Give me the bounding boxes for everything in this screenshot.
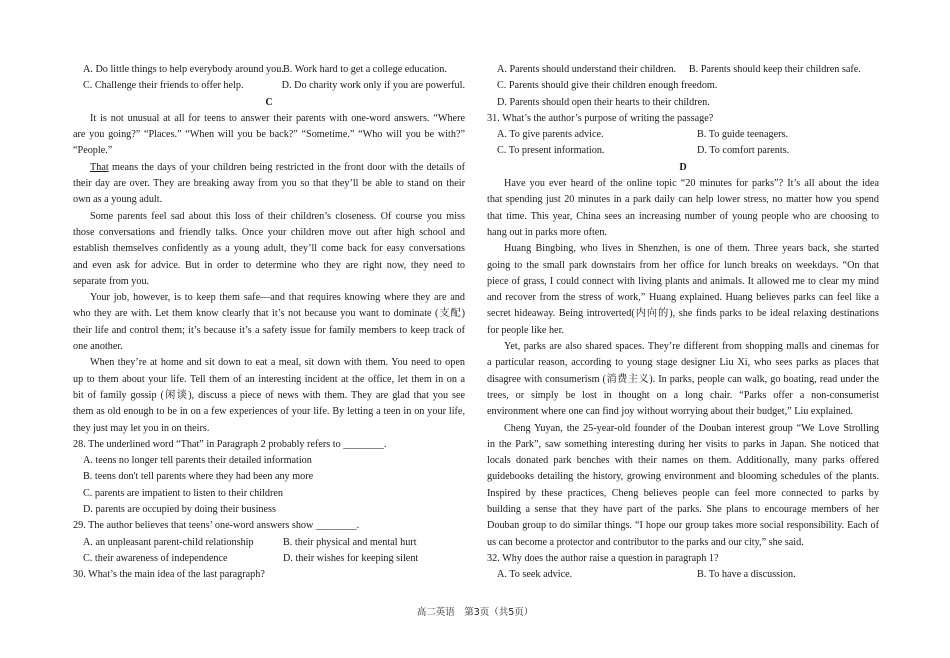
question-29-options-row	[73, 535, 465, 551]
passage-c-line	[73, 176, 465, 192]
passage-d-line	[487, 274, 879, 290]
passage-text: means the days of your children being restricted in the front door with the details of	[108, 161, 465, 173]
option-text: C. their awareness of independence	[83, 552, 228, 564]
passage-d-line	[487, 176, 879, 192]
option-text: A. To seek advice.	[497, 569, 573, 581]
passage-text: When they’re at home and sit down to eat a meal, sit down with them. You need to open	[90, 357, 465, 369]
passage-c-line	[73, 404, 465, 420]
left-column	[73, 62, 465, 584]
question-30: 30. What’s the main idea of the last paragraph?	[73, 569, 265, 581]
passage-d-line	[487, 306, 879, 322]
option-gap	[676, 64, 689, 75]
question-28-option: A. teens no longer tell parents their detailed information	[83, 455, 312, 467]
question-32-options-row	[487, 567, 879, 583]
passage-c-line	[73, 225, 465, 241]
passage-text: own as a young adult.	[73, 194, 163, 206]
passage-text: them as old enough to be in on a few experiences of your life. By letting a teen in on your life,	[73, 406, 465, 418]
passage-d-line	[487, 323, 879, 339]
passage-text: Inspired by these practices, Cheng believes people can feel more connected to parks by	[487, 487, 879, 499]
passage-c-line	[73, 111, 465, 127]
passage-text: Yet, parks are also shared spaces. They’re different from shopping malls and cinemas for	[504, 341, 879, 353]
passage-d-line	[487, 535, 879, 551]
passage-text: piece of grass, I could connect with living plants and animals. It allowed me to clear my mind	[487, 275, 879, 287]
passage-d-line	[487, 372, 879, 388]
passage-c-line	[73, 143, 465, 159]
passage-text: Douban group to do similar things. “I hope our group takes more social responsibility. Each of	[487, 520, 879, 532]
question-29-options-row	[73, 551, 465, 567]
option-text: A. Do little things to help everybody around you.	[83, 64, 284, 75]
passage-c-line	[73, 388, 465, 404]
passage-text: secret hideaway. Being introverted(内向的), she finds parks to be ideal relaxing destinations	[487, 308, 879, 320]
question-29: 29. The author believes that teens’ one-word answers show ________.	[73, 520, 360, 532]
question-31-options-row	[487, 143, 879, 159]
option-text: A. Parents should understand their children.	[497, 64, 677, 75]
passage-c-line	[73, 258, 465, 274]
passage-d-line	[487, 421, 879, 437]
passage-d-line	[487, 241, 879, 257]
passage-text: one another.	[73, 341, 123, 353]
option-text: A. To give parents advice.	[497, 129, 604, 141]
passage-c-line	[73, 160, 465, 176]
passage-c-line	[73, 339, 465, 355]
passage-text: environment where one can find joy without worrying about their budget,” Liu explained.	[487, 406, 854, 418]
passage-d-line	[487, 339, 879, 355]
question-30-options-row	[487, 62, 879, 78]
underlined-word: That	[90, 161, 109, 173]
passage-text: Huang Bingbing, who lives in Shenzhen, is one of them. Three years back, she started	[504, 243, 879, 255]
passage-text: those conversations and friendly talks. Once your children move out after high school and	[73, 226, 465, 238]
passage-text: disagree with consumerism (消费主义). In parks, people can walk, go boating, read under the	[487, 373, 879, 385]
passage-d-line	[487, 225, 879, 241]
passage-text: Some parents feel sad about this loss of their children’s closeness. Of course you miss	[90, 210, 465, 222]
passage-d-line	[487, 502, 879, 518]
passage-c-line	[73, 192, 465, 208]
option-text: B. their physical and mental hurt	[283, 536, 417, 548]
question-30-option: C. Parents should give their children enough freedom.	[497, 80, 718, 92]
passage-text: “People.”	[73, 145, 113, 157]
option-text: A. an unpleasant parent-child relationship	[83, 536, 254, 548]
passage-text: Your job, however, is to keep them safe—and that requires knowing where they are and	[90, 292, 465, 304]
passage-c-line	[73, 127, 465, 143]
passage-text: us can become a protector and contributor to the parks and our city,” she said.	[487, 536, 804, 548]
passage-text: Cheng Yuyan, the 25-year-old founder of the Douban interest group “We Love Strolling	[504, 422, 879, 434]
question-28: 28. The underlined word “That” in Paragraph 2 probably refers to ________.	[73, 438, 387, 450]
passage-text: separate from you.	[73, 275, 150, 287]
passage-c-line	[73, 290, 465, 306]
passage-c-line	[73, 372, 465, 388]
passage-text: building a sense that they have part of the parks. She plans to encourage members of her	[487, 504, 879, 516]
passage-d-line	[487, 388, 879, 404]
passage-text: in the Park”, saw something interesting during her visits to parks in Japan. She noticed that	[487, 438, 879, 450]
question-32: 32. Why does the author raise a question in paragraph 1?	[487, 552, 719, 564]
passage-c-line	[73, 355, 465, 371]
passage-d-line	[487, 209, 879, 225]
passage-text: who they are with. Let them know clearly that it’s not because you want to dominate (支配)	[73, 308, 465, 320]
passage-c-line	[73, 421, 465, 437]
answer-options-row	[73, 78, 465, 94]
passage-text: are you going?” “Places.” “When will you be back?” “Sometime.” “Who will you be with?”	[73, 129, 465, 141]
passage-text: It is not unusual at all for teens to answer their parents with one-word answers. “Where	[90, 112, 465, 124]
question-30-option: D. Parents should open their hearts to their children.	[497, 96, 710, 108]
passage-text: hang out in parks more often.	[487, 226, 607, 238]
section-heading-c: C	[265, 96, 273, 108]
passage-text: their day are over. They are breaking away from you so that they’ll be able to stand on their	[73, 178, 465, 190]
passage-text: going to the small park downstairs from her office for lunch breaks on weekdays. “On that	[487, 259, 879, 271]
passage-text: for people like her.	[487, 324, 564, 336]
passage-d-line	[487, 437, 879, 453]
option-text: D. their wishes for keeping silent	[283, 552, 419, 564]
passage-text: trees, or simply be lost in thought on a long chair. “Parks offer a non-consumerist	[487, 389, 879, 401]
passage-d-line	[487, 290, 879, 306]
passage-d-line	[487, 355, 879, 371]
passage-text: guidebooks detailing the history, growing environment and blooming schedules of the plants.	[487, 471, 879, 483]
passage-text: and recover from the stress of work,” Huang explained. Huang believes parks can feel like a	[487, 292, 879, 304]
option-text: B. To guide teenagers.	[697, 129, 789, 141]
passage-text: bit of family gossip (闲谈), discuss a piece of news with them. They are glad that you see	[73, 389, 465, 401]
option-text: D. To comfort parents.	[697, 145, 790, 157]
passage-text: up to them about your life. Tell them of an interesting incident at the office, let them in on a	[73, 373, 465, 385]
passage-d-line	[487, 469, 879, 485]
passage-text: Have you ever heard of the online topic “20 minutes for parks”? It’s all about the idea	[504, 178, 879, 190]
passage-text: that spending just 20 minutes in a park daily can help lower stress, no matter how you spend	[487, 194, 879, 206]
passage-d-line	[487, 258, 879, 274]
passage-c-line	[73, 209, 465, 225]
question-28-option: C. parents are impatient to listen to their children	[83, 487, 284, 499]
section-heading-d: D	[679, 161, 687, 173]
passage-d-line	[487, 404, 879, 420]
option-text: D. Do charity work only if you are powerful.	[281, 80, 465, 92]
option-text: B. Work hard to get a college education.	[283, 64, 447, 75]
passage-c-line	[73, 306, 465, 322]
question-31-options-row	[487, 127, 879, 143]
passage-d-line	[487, 453, 879, 469]
passage-text: their life and control them; it’s because it’s a safety issue for family members to keep track of	[73, 324, 465, 336]
right-column	[487, 62, 879, 584]
passage-c-line	[73, 323, 465, 339]
passage-text: and even ask for advice. But in order to determine who they are right now, they need to	[73, 259, 465, 271]
passage-c-line	[73, 274, 465, 290]
passage-text: that time. This year, China sees an increasing number of young people who are choosing to	[487, 210, 879, 222]
question-28-option: D. parents are occupied by doing their business	[83, 504, 276, 516]
page-footer: 高二英语 第3页（共5页）	[416, 607, 534, 618]
passage-text: a particular reason, according to young stage designer Liu Xi, who sees parks as places that	[487, 357, 879, 369]
answer-options-row	[73, 62, 465, 78]
passage-text: establish themselves confidently as a young adult, they’ll come back for easy conversations	[73, 243, 465, 255]
passage-text: they just may let you in on theirs.	[73, 422, 210, 434]
passage-d-line	[487, 486, 879, 502]
question-31: 31. What’s the author’s purpose of writing the passage?	[487, 112, 714, 124]
passage-d-line	[487, 192, 879, 208]
option-text: C. To present information.	[497, 145, 605, 157]
option-text: C. Challenge their friends to offer help.	[83, 80, 244, 92]
passage-d-line	[487, 518, 879, 534]
passage-text: locals donated park benches with their names on them. Additionally, many parks offered	[487, 455, 879, 467]
passage-c-line	[73, 241, 465, 257]
option-text: B. Parents should keep their children safe.	[688, 64, 861, 75]
question-28-option: B. teens don't tell parents where they had been any more	[83, 471, 314, 483]
option-text: B. To have a discussion.	[697, 569, 796, 581]
